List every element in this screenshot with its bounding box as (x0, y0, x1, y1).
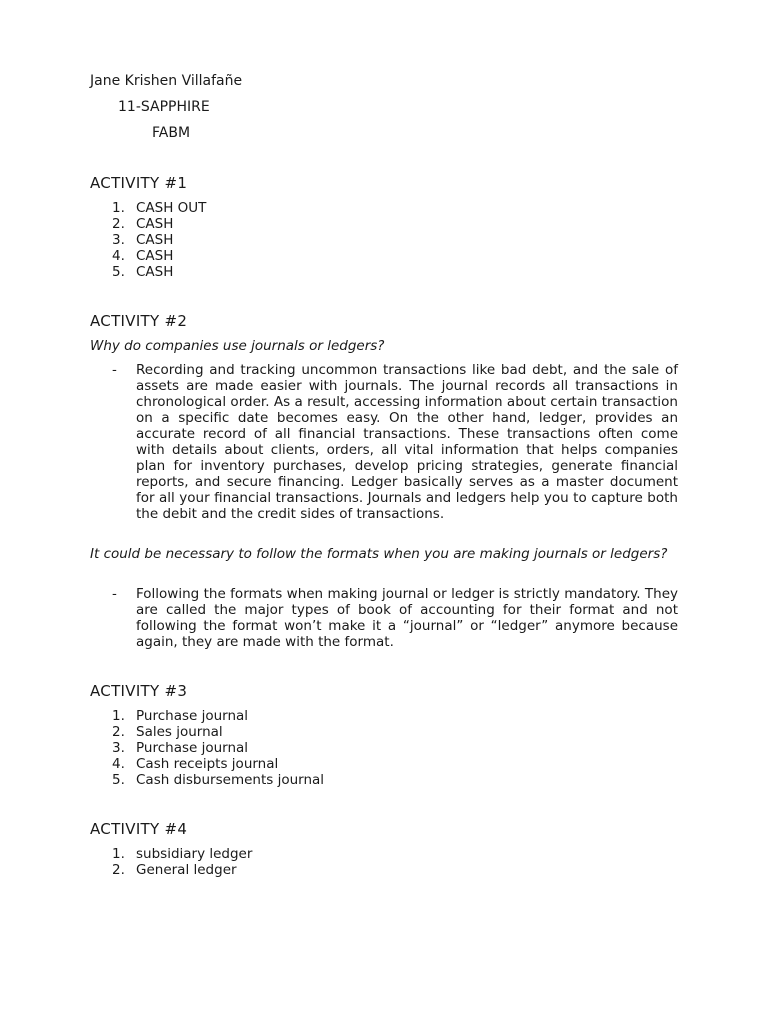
activity-3-heading: ACTIVITY #3 (90, 682, 188, 700)
list-item: 1. CASH OUT (112, 200, 207, 216)
list-item: 3. CASH (112, 232, 174, 248)
activity-1-heading: ACTIVITY #1 (90, 174, 188, 192)
list-item: 4. Cash receipts journal (112, 756, 279, 772)
list-item: 5. Cash disbursements journal (112, 772, 325, 788)
list-item: 3. Purchase journal (112, 740, 249, 756)
list-item: 2. General ledger (112, 862, 237, 878)
list-item: 5. CASH (112, 264, 174, 280)
list-item: 1. Purchase journal (112, 708, 249, 724)
student-section: 11-SAPPHIRE (118, 99, 210, 115)
student-name: Jane Krishen Villafañe (90, 73, 243, 89)
student-strand: FABM (152, 125, 191, 141)
answer-text: Recording and tracking uncommon transactions like bad debt, and the sale of assets are made easier with journals. The journal records all transactions in chronological order. As a result, accessing information about certain transaction on a specific date becomes easy. On the other hand, ledger, provides an accurate record of all financial transactions. These transactions often come with details about clients, orders, all vital information that helps companies plan for inventory purchases, develop pricing strategies, generate financial reports, and secure financing. Ledger basically serves as a master document for all your financial transactions. Journals and ledgers help you to capture both the debit and the credit sides of transactions. (136, 362, 678, 522)
activity-2-answer-1 (90, 362, 678, 522)
activity-4-heading: ACTIVITY #4 (90, 820, 188, 838)
activity-2-answer-2 (90, 586, 678, 650)
dash-bullet: - (112, 362, 117, 378)
list-item: 1. subsidiary ledger (112, 846, 253, 862)
list-item: 2. Sales journal (112, 724, 223, 740)
activity-2-heading: ACTIVITY #2 (90, 312, 188, 330)
dash-bullet: - (112, 586, 117, 602)
activity-2-question-2: It could be necessary to follow the formats when you are making journals or ledgers? (90, 546, 668, 562)
activity-3-list (90, 708, 324, 788)
activity-1-list (90, 200, 206, 280)
list-item: 4. CASH (112, 248, 174, 264)
list-item: 2. CASH (112, 216, 174, 232)
activity-4-list (90, 846, 252, 878)
answer-text: Following the formats when making journal or ledger is strictly mandatory. They are called the major types of book of accounting for their format and not following the format won’t make it a “journal” or “ledger” anymore because again, they are made with the format. (136, 586, 678, 650)
activity-2-question-1: Why do companies use journals or ledgers? (90, 338, 385, 354)
